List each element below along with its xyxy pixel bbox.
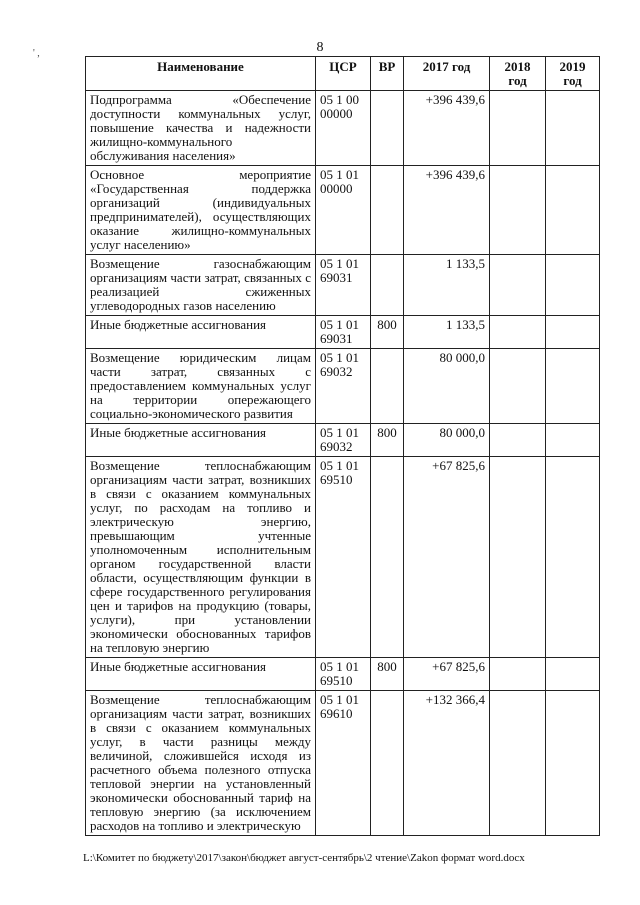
row-name: Возмещение юридическим лицам части затрат, связанных с предоставлением коммунальных услуг на территории опережающего социально-экономического развития (86, 349, 316, 424)
table-row (86, 658, 600, 691)
row-2018 (490, 166, 546, 255)
table-row (86, 316, 600, 349)
row-name: Иные бюджетные ассигнования (86, 658, 316, 691)
row-name: Иные бюджетные ассигнования (86, 316, 316, 349)
row-2019 (546, 316, 600, 349)
row-2018 (490, 457, 546, 658)
row-2018 (490, 316, 546, 349)
row-2017: 80 000,0 (404, 424, 490, 457)
table-row (86, 91, 600, 166)
row-2018 (490, 424, 546, 457)
header-2018: 2018 год (490, 57, 546, 91)
row-csr: 05 1 01 69510 (316, 457, 371, 658)
table-row (86, 424, 600, 457)
row-csr: 05 1 01 69510 (316, 658, 371, 691)
row-name: Основное мероприятие «Государственная поддержка организаций (индивидуальных предпринимателей), осуществляющих оказание жилищно-коммунальных услуг населению» (86, 166, 316, 255)
page-number: 8 (316, 40, 324, 55)
table-row (86, 255, 600, 316)
row-csr: 05 1 01 69031 (316, 316, 371, 349)
row-2017: +396 439,6 (404, 166, 490, 255)
row-2017: +67 825,6 (404, 457, 490, 658)
row-2019 (546, 691, 600, 836)
row-vr (371, 255, 404, 316)
row-2018 (490, 658, 546, 691)
row-2019 (546, 457, 600, 658)
header-vr: ВР (371, 57, 404, 91)
row-name: Подпрограмма «Обеспечение доступности коммунальных услуг, повышение качества и надежности жилищно-коммунального обслуживания населения» (86, 91, 316, 166)
row-2019 (546, 349, 600, 424)
row-vr: 800 (371, 424, 404, 457)
budget-table (85, 56, 600, 836)
margin-mark: ' , (33, 48, 40, 59)
table-row (86, 166, 600, 255)
row-vr: 800 (371, 316, 404, 349)
row-csr: 05 1 01 69031 (316, 255, 371, 316)
row-2019 (546, 255, 600, 316)
row-2017: +396 439,6 (404, 91, 490, 166)
row-csr: 05 1 01 69610 (316, 691, 371, 836)
row-csr: 05 1 01 69032 (316, 424, 371, 457)
table-row (86, 457, 600, 658)
row-2019 (546, 658, 600, 691)
row-2017: +67 825,6 (404, 658, 490, 691)
row-vr (371, 166, 404, 255)
row-2018 (490, 91, 546, 166)
row-2019 (546, 424, 600, 457)
row-vr (371, 691, 404, 836)
row-vr (371, 457, 404, 658)
row-2018 (490, 255, 546, 316)
row-2019 (546, 166, 600, 255)
row-name: Возмещение газоснабжающим организациям части затрат, связанных с реализацией сжиженных углеводородных газов населению (86, 255, 316, 316)
row-2019 (546, 91, 600, 166)
row-vr (371, 349, 404, 424)
row-2017: +132 366,4 (404, 691, 490, 836)
header-2017: 2017 год (404, 57, 490, 91)
table-header-row (86, 57, 600, 91)
table-row (86, 349, 600, 424)
row-2018 (490, 691, 546, 836)
row-csr: 05 1 00 00000 (316, 91, 371, 166)
row-name: Иные бюджетные ассигнования (86, 424, 316, 457)
row-2017: 80 000,0 (404, 349, 490, 424)
row-2018 (490, 349, 546, 424)
header-csr: ЦСР (316, 57, 371, 91)
row-2017: 1 133,5 (404, 255, 490, 316)
row-name: Возмещение теплоснабжающим организациям части затрат, возникших в связи с оказанием коммунальных услуг, по расходам на топливо и электрическую энергию, превышающим учтенные уполномоченным исполнительным органом государственной власти области, осуществляющим функции в сфере государственного регулирования цен и тарифов на продукцию (товары, услуги), при установлении экономически обоснованных тарифов на тепловую энергию (86, 457, 316, 658)
header-name: Наименование (86, 57, 316, 91)
row-2017: 1 133,5 (404, 316, 490, 349)
row-csr: 05 1 01 69032 (316, 349, 371, 424)
file-path-footer: L:\Комитет по бюджету\2017\закон\бюджет август-сентябрь\2 чтение\Zakon формат word.docx (83, 852, 525, 864)
row-vr: 800 (371, 658, 404, 691)
table-row (86, 691, 600, 836)
row-name: Возмещение теплоснабжающим организациям части затрат, возникших в связи с оказанием коммунальных услуг, в части разницы между величиной, сложившейся исходя из расчетного объема полезного отпуска тепловой энергии на установленный экономически обоснованный тариф на тепловую энергию (за исключением расходов на топливо и электрическую (86, 691, 316, 836)
row-vr (371, 91, 404, 166)
header-2019: 2019 год (546, 57, 600, 91)
row-csr: 05 1 01 00000 (316, 166, 371, 255)
